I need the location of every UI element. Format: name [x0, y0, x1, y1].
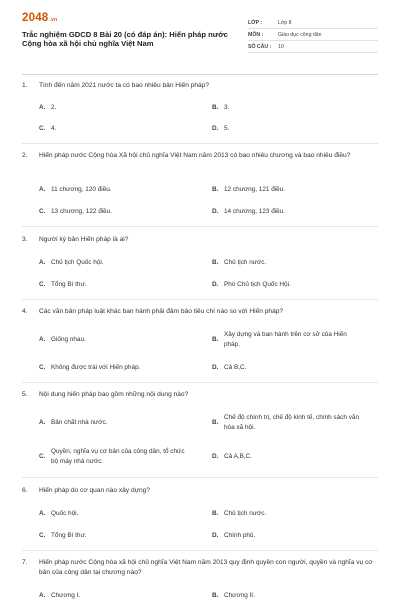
meta-row-count [248, 41, 378, 53]
question-6 [22, 486, 378, 496]
header-divider [22, 74, 378, 75]
option-c[interactable]: C. 13 chương, 122 điều. [39, 208, 113, 215]
option-a[interactable]: A. Chương I. [39, 592, 81, 599]
question-4 [22, 307, 378, 317]
header [22, 12, 378, 70]
question-text: Tính đến năm 2021 nước ta có bao nhiêu bản Hiến pháp? [39, 82, 210, 89]
site-logo[interactable] [22, 12, 237, 24]
question-text: Các văn bản pháp luật khác ban hành phải đảm bảo tiêu chí nào so với Hiến pháp? [39, 308, 284, 315]
meta-label: LỚP : [248, 19, 263, 26]
meta-value: 10 [278, 43, 284, 50]
question-divider [22, 550, 378, 551]
option-a[interactable]: A. Giống nhau. [39, 336, 86, 343]
question-divider [22, 226, 378, 227]
meta-value: Lớp 8 [278, 19, 292, 26]
meta-row-subject [248, 29, 378, 41]
option-b[interactable]: B. Chế độ chính trị, chế độ kinh tế, chính sách văn hóa xã hội. [212, 414, 359, 431]
option-b[interactable]: B. 12 chương, 121 điều. [212, 186, 286, 193]
option-b[interactable]: B. 3. [212, 104, 230, 111]
question-divider [22, 143, 378, 144]
question-7 [22, 558, 378, 578]
logo-suffix: .vn [49, 17, 58, 23]
meta-value: Giáo dục công dân [278, 31, 322, 38]
option-c[interactable]: C. Tổng Bí thư. [39, 532, 87, 539]
question-text: Hiến pháp do cơ quan nào xây dựng? [39, 487, 151, 494]
question-divider [22, 299, 378, 300]
option-c[interactable]: C. Quyền, nghĩa vụ cơ bản của công dân, tổ chức bộ máy nhà nước. [39, 448, 185, 465]
question-number: 3. [22, 236, 28, 243]
question-text: Nội dung hiến pháp bao gồm những nội dung nào? [39, 391, 189, 398]
option-a[interactable]: A. 11 chương, 120 điều. [39, 186, 112, 193]
question-divider [22, 477, 378, 478]
option-d[interactable]: D. 14 chương, 123 điều. [212, 208, 286, 215]
option-c[interactable]: C. Không được trái với Hiến pháp. [39, 364, 141, 371]
question-1 [22, 81, 378, 91]
option-d[interactable]: D. Chính phủ. [212, 532, 256, 539]
header-left [22, 12, 237, 49]
question-text: Hiến pháp nước Cộng hòa Xã hội chủ nghĩa Việt Nam năm 2013 có bao nhiêu chương và bao nhiêu điều? [39, 152, 351, 159]
option-b[interactable]: B. Chương II. [212, 592, 255, 599]
option-a[interactable]: A. Quốc hội. [39, 510, 79, 517]
option-d[interactable]: D. Cả A,B,C. [212, 453, 253, 460]
question-3 [22, 235, 378, 245]
option-d[interactable]: D. 5. [212, 125, 230, 132]
question-number: 2. [22, 152, 28, 159]
option-a[interactable]: A. Chủ tịch Quốc hội. [39, 259, 104, 266]
option-b[interactable]: B. Chủ tịch nước. [212, 510, 267, 517]
meta-label: MÔN : [248, 31, 264, 38]
question-5 [22, 390, 378, 400]
meta-info [248, 17, 378, 53]
option-c[interactable]: C. Tổng Bí thư. [39, 281, 87, 288]
option-b[interactable]: B. Chủ tịch nước. [212, 259, 267, 266]
logo-number: 2048 [22, 12, 49, 24]
option-a[interactable]: A. 2. [39, 104, 57, 111]
question-number: 4. [22, 308, 28, 315]
question-text: Hiến pháp nước Cộng hòa xã hội chủ nghĩa Việt Nam năm 2013 quy định quyền con người, quyền và nghĩa vụ cơ bản của công dân tại chương nào? [39, 559, 373, 576]
option-d[interactable]: D. Cả B,C. [212, 364, 247, 371]
option-d[interactable]: D. Phó Chủ tịch Quốc Hội. [212, 281, 291, 288]
option-b[interactable]: B. Xây dựng và ban hành trên cơ sở của Hiến pháp. [212, 331, 347, 348]
question-divider [22, 382, 378, 383]
meta-label: SỐ CÂU : [248, 43, 272, 50]
question-number: 5. [22, 391, 28, 398]
question-2 [22, 151, 378, 161]
question-number: 1. [22, 82, 28, 89]
option-a[interactable]: A. Bản chất nhà nước. [39, 419, 108, 426]
question-text: Người ký bản Hiến pháp là ai? [39, 236, 129, 243]
document-title: Trắc nghiệm GDCD 8 Bài 20 (có đáp án): Hiến pháp nước Cộng hòa xã hội chủ nghĩa Việt Nam [22, 30, 228, 49]
meta-row-class [248, 17, 378, 29]
question-number: 7. [22, 559, 28, 566]
question-number: 6. [22, 487, 28, 494]
option-c[interactable]: C. 4. [39, 125, 57, 132]
